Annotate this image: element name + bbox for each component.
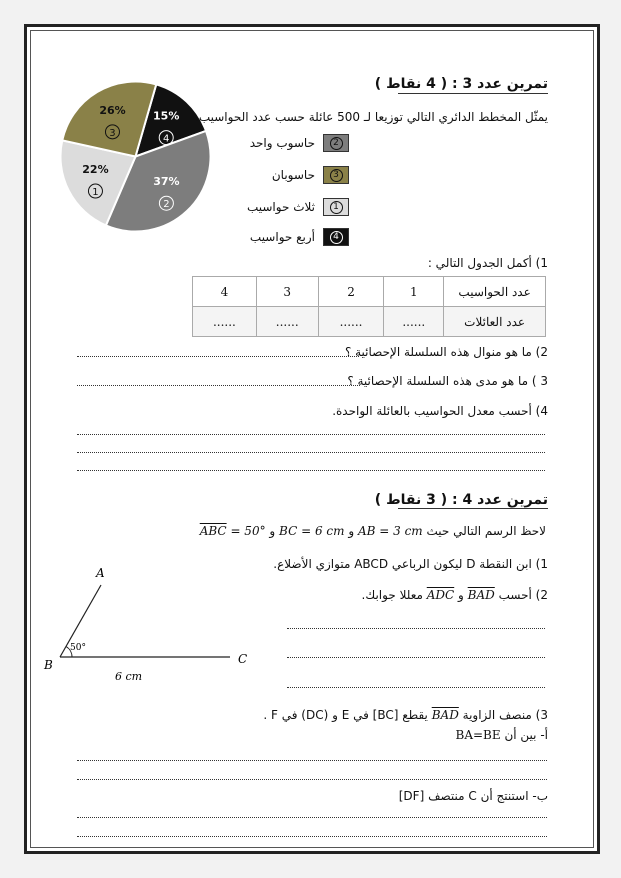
legend-label: أربع حواسيب [249,230,315,244]
answer-line[interactable] [77,385,360,386]
pie-number-2: 2 [163,199,170,211]
answer-line[interactable] [77,760,547,761]
angle-value: = 50° [230,524,266,538]
pie-chart [58,79,213,234]
exercise3-title-underline [398,93,548,94]
table-cell: 4 [193,277,257,307]
pie-number-4: 4 [163,133,170,145]
pie-number-3: 3 [109,127,116,139]
and-text: و [269,524,276,538]
answer-line[interactable] [77,356,359,357]
and-text: و [458,588,464,602]
answer-line[interactable] [77,452,545,453]
table-header-row [193,277,546,307]
table-row-label: عدد العائلات [444,307,546,337]
abc-angle: $\overline{ABC}$ [199,524,227,538]
legend-swatch [323,166,349,184]
answer-line[interactable] [77,470,545,471]
adc-angle: ADC [426,588,455,602]
exercise4-intro [186,524,546,538]
table-blank-cell[interactable]: ...... [256,307,318,337]
length-label: 6 cm [115,670,143,683]
families-table [192,276,546,337]
pie-label-4: 15% [153,109,180,123]
triangle-figure [40,565,260,690]
legend-number: 4 [330,231,343,244]
legend-three-computers [225,198,349,216]
answer-line[interactable] [287,687,545,688]
pie-slices [60,82,210,232]
q3-text-end: يقطع [BC] في E و (DC) في F . [263,708,428,722]
exercise4-q1: 1) ابن النقطة D ليكون الرباعي ABCD متوازي الأضلاع. [273,557,548,571]
pie-label-3: 26% [99,103,126,117]
legend-swatch [323,134,349,152]
exercise4-title-underline [398,508,548,509]
exercise3-title: تمرين عدد 3 : ( 4 نقاط ) [374,76,548,92]
abc-angle-expression [200,524,266,538]
table-blank-cell[interactable]: ...... [318,307,384,337]
pie-label-2: 37% [153,175,180,189]
legend-two-computers [225,166,349,184]
table-blank-cell[interactable]: ...... [384,307,444,337]
table-blank-cell[interactable]: ...... [193,307,257,337]
and-text: و [348,524,355,538]
bc-length: BC = 6 cm [279,524,345,538]
q3-text: 3) منصف الزاوية [462,708,548,722]
exercise4-q3a [456,728,549,742]
q3a-label: أ- بين أن [504,728,548,742]
point-b-label: B [44,658,53,672]
exercise3-q4: 4) أحسب معدل الحواسيب بالعائلة الواحدة. [332,404,548,418]
answer-line[interactable] [287,657,545,658]
exercise3-q3: 3 ) ما هو مدى هذه السلسلة الإحصائية ؟ [347,374,548,388]
answer-line[interactable] [77,779,547,780]
table-header-label: عدد الحواسيب [444,277,546,307]
exercise4-q3 [263,708,548,722]
answer-line[interactable] [77,817,547,818]
exercise4-q3b: ب- استنتج أن C منتصف [DF] [398,789,548,803]
point-a-label: A [96,566,105,580]
legend-label: ثلاث حواسيب [246,200,315,214]
legend-one-computer [225,134,349,152]
exercise3-q1: 1) أكمل الجدول التالي : [427,256,548,270]
angle-label: 50° [70,643,86,653]
table-cell: 2 [318,277,384,307]
table-value-row [193,307,546,337]
q2-text: 2) أحسب [498,588,548,602]
legend-swatch [323,228,349,246]
answer-line[interactable] [77,434,545,435]
exercise3-q2: 2) ما هو منوال هذه السلسلة الإحصائية ؟ [344,345,548,359]
legend-swatch [323,198,349,216]
exercise4-q2 [362,588,548,602]
exercise3-intro: يمثّل المخطط الدائري التالي توزيعا لـ 500 عائلة حسب عدد الحواسيب. [195,110,548,124]
q2-text-end: معللا جوابك. [361,588,423,602]
pie-label-1: 22% [82,163,109,177]
answer-line[interactable] [287,628,545,629]
legend-label: حاسوبان [271,168,315,182]
legend-label: حاسوب واحد [249,136,315,150]
table-cell: 1 [384,277,444,307]
exercise4-title: تمرين عدد 4 : ( 3 نقاط ) [374,492,548,508]
ab-length: AB = 3 cm [357,524,423,538]
legend-number: 3 [330,169,343,182]
legend-number: 1 [330,201,343,214]
bad-angle: BAD [467,588,495,602]
intro-text: لاحظ الرسم التالي حيث [426,524,546,538]
q3a-expression: BA=BE [455,728,501,742]
point-c-label: C [238,652,248,666]
bad-angle: BAD [431,708,459,722]
pie-number-1: 1 [92,187,99,199]
legend-four-computers [225,228,349,246]
table-cell: 3 [256,277,318,307]
legend-number: 2 [330,137,343,150]
answer-line[interactable] [77,836,547,837]
